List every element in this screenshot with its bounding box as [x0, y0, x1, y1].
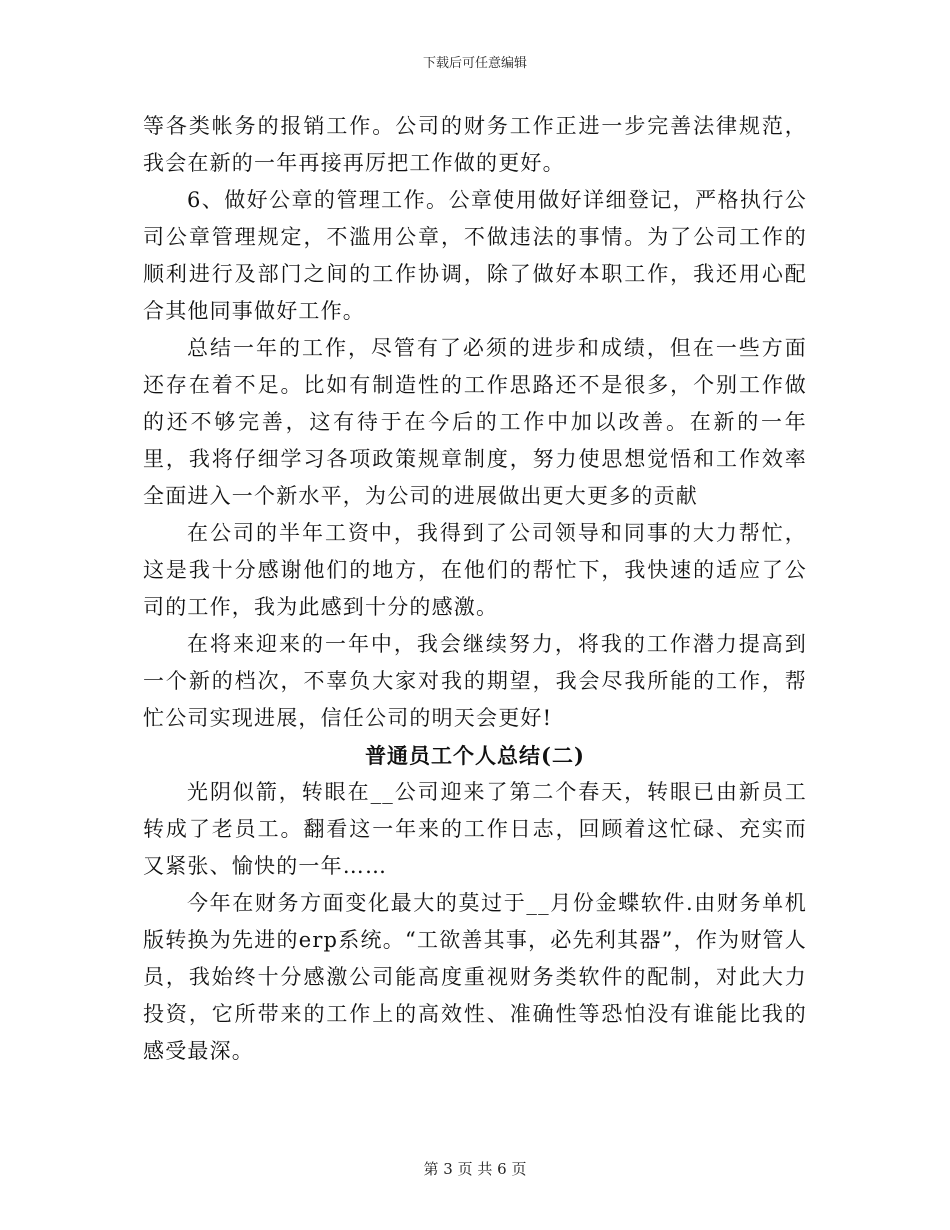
paragraph-future: 在将来迎来的一年中，我会继续努力，将我的工作潜力提高到一个新的档次，不辜负大家对我的期望，我会尽我所能的工作，帮忙公司实现进展，信任公司的明天会更好!	[143, 632, 807, 730]
paragraph-seal-management: 6、做好公章的管理工作。公章使用做好详细登记，严格执行公司公章管理规定，不滥用公章，不做违法的事情。为了公司工作的顺利进行及部门之间的工作协调，除了做好本职工作，我还用心配合其他同事做好工作。	[143, 188, 807, 323]
document-body	[143, 108, 807, 1070]
paragraph-intro: 光阴似箭，转眼在__公司迎来了第二个春天，转眼已由新员工转成了老员工。翻看这一年来的工作日志，回顾着这忙碌、充实而又紧张、愉快的一年……	[143, 780, 807, 878]
paragraph-gratitude: 在公司的半年工资中，我得到了公司领导和同事的大力帮忙，这是我十分感谢他们的地方，在他们的帮忙下，我快速的适应了公司的工作，我为此感到十分的感激。	[143, 521, 807, 619]
section-heading: 普通员工个人总结(二)	[365, 743, 585, 768]
page-number: 第 3 页 共 6 页	[423, 1160, 527, 1178]
paragraph-continuation: 等各类帐务的报销工作。公司的财务工作正进一步完善法律规范，我会在新的一年再接再厉把工作做的更好。	[143, 114, 807, 175]
paragraph-software: 今年在财务方面变化最大的莫过于__月份金蝶软件.由财务单机版转换为先进的erp系统。“工欲善其事，必先利其器”，作为财管人员，我始终十分感激公司能高度重视财务类软件的配制，对此大力投资，它所带来的工作上的高效性、准确性等恐怕没有谁能比我的感受最深。	[143, 891, 807, 1063]
page-header-note: 下载后可任意编辑	[422, 56, 527, 71]
paragraph-year-summary: 总结一年的工作，尽管有了必须的进步和成绩，但在一些方面还存在着不足。比如有制造性的工作思路还不是很多，个别工作做的还不够完善，这有待于在今后的工作中加以改善。在新的一年里，我将仔细学习各项政策规章制度，努力使思想觉悟和工作效率全面进入一个新水平，为公司的进展做出更大更多的贡献	[143, 336, 807, 508]
